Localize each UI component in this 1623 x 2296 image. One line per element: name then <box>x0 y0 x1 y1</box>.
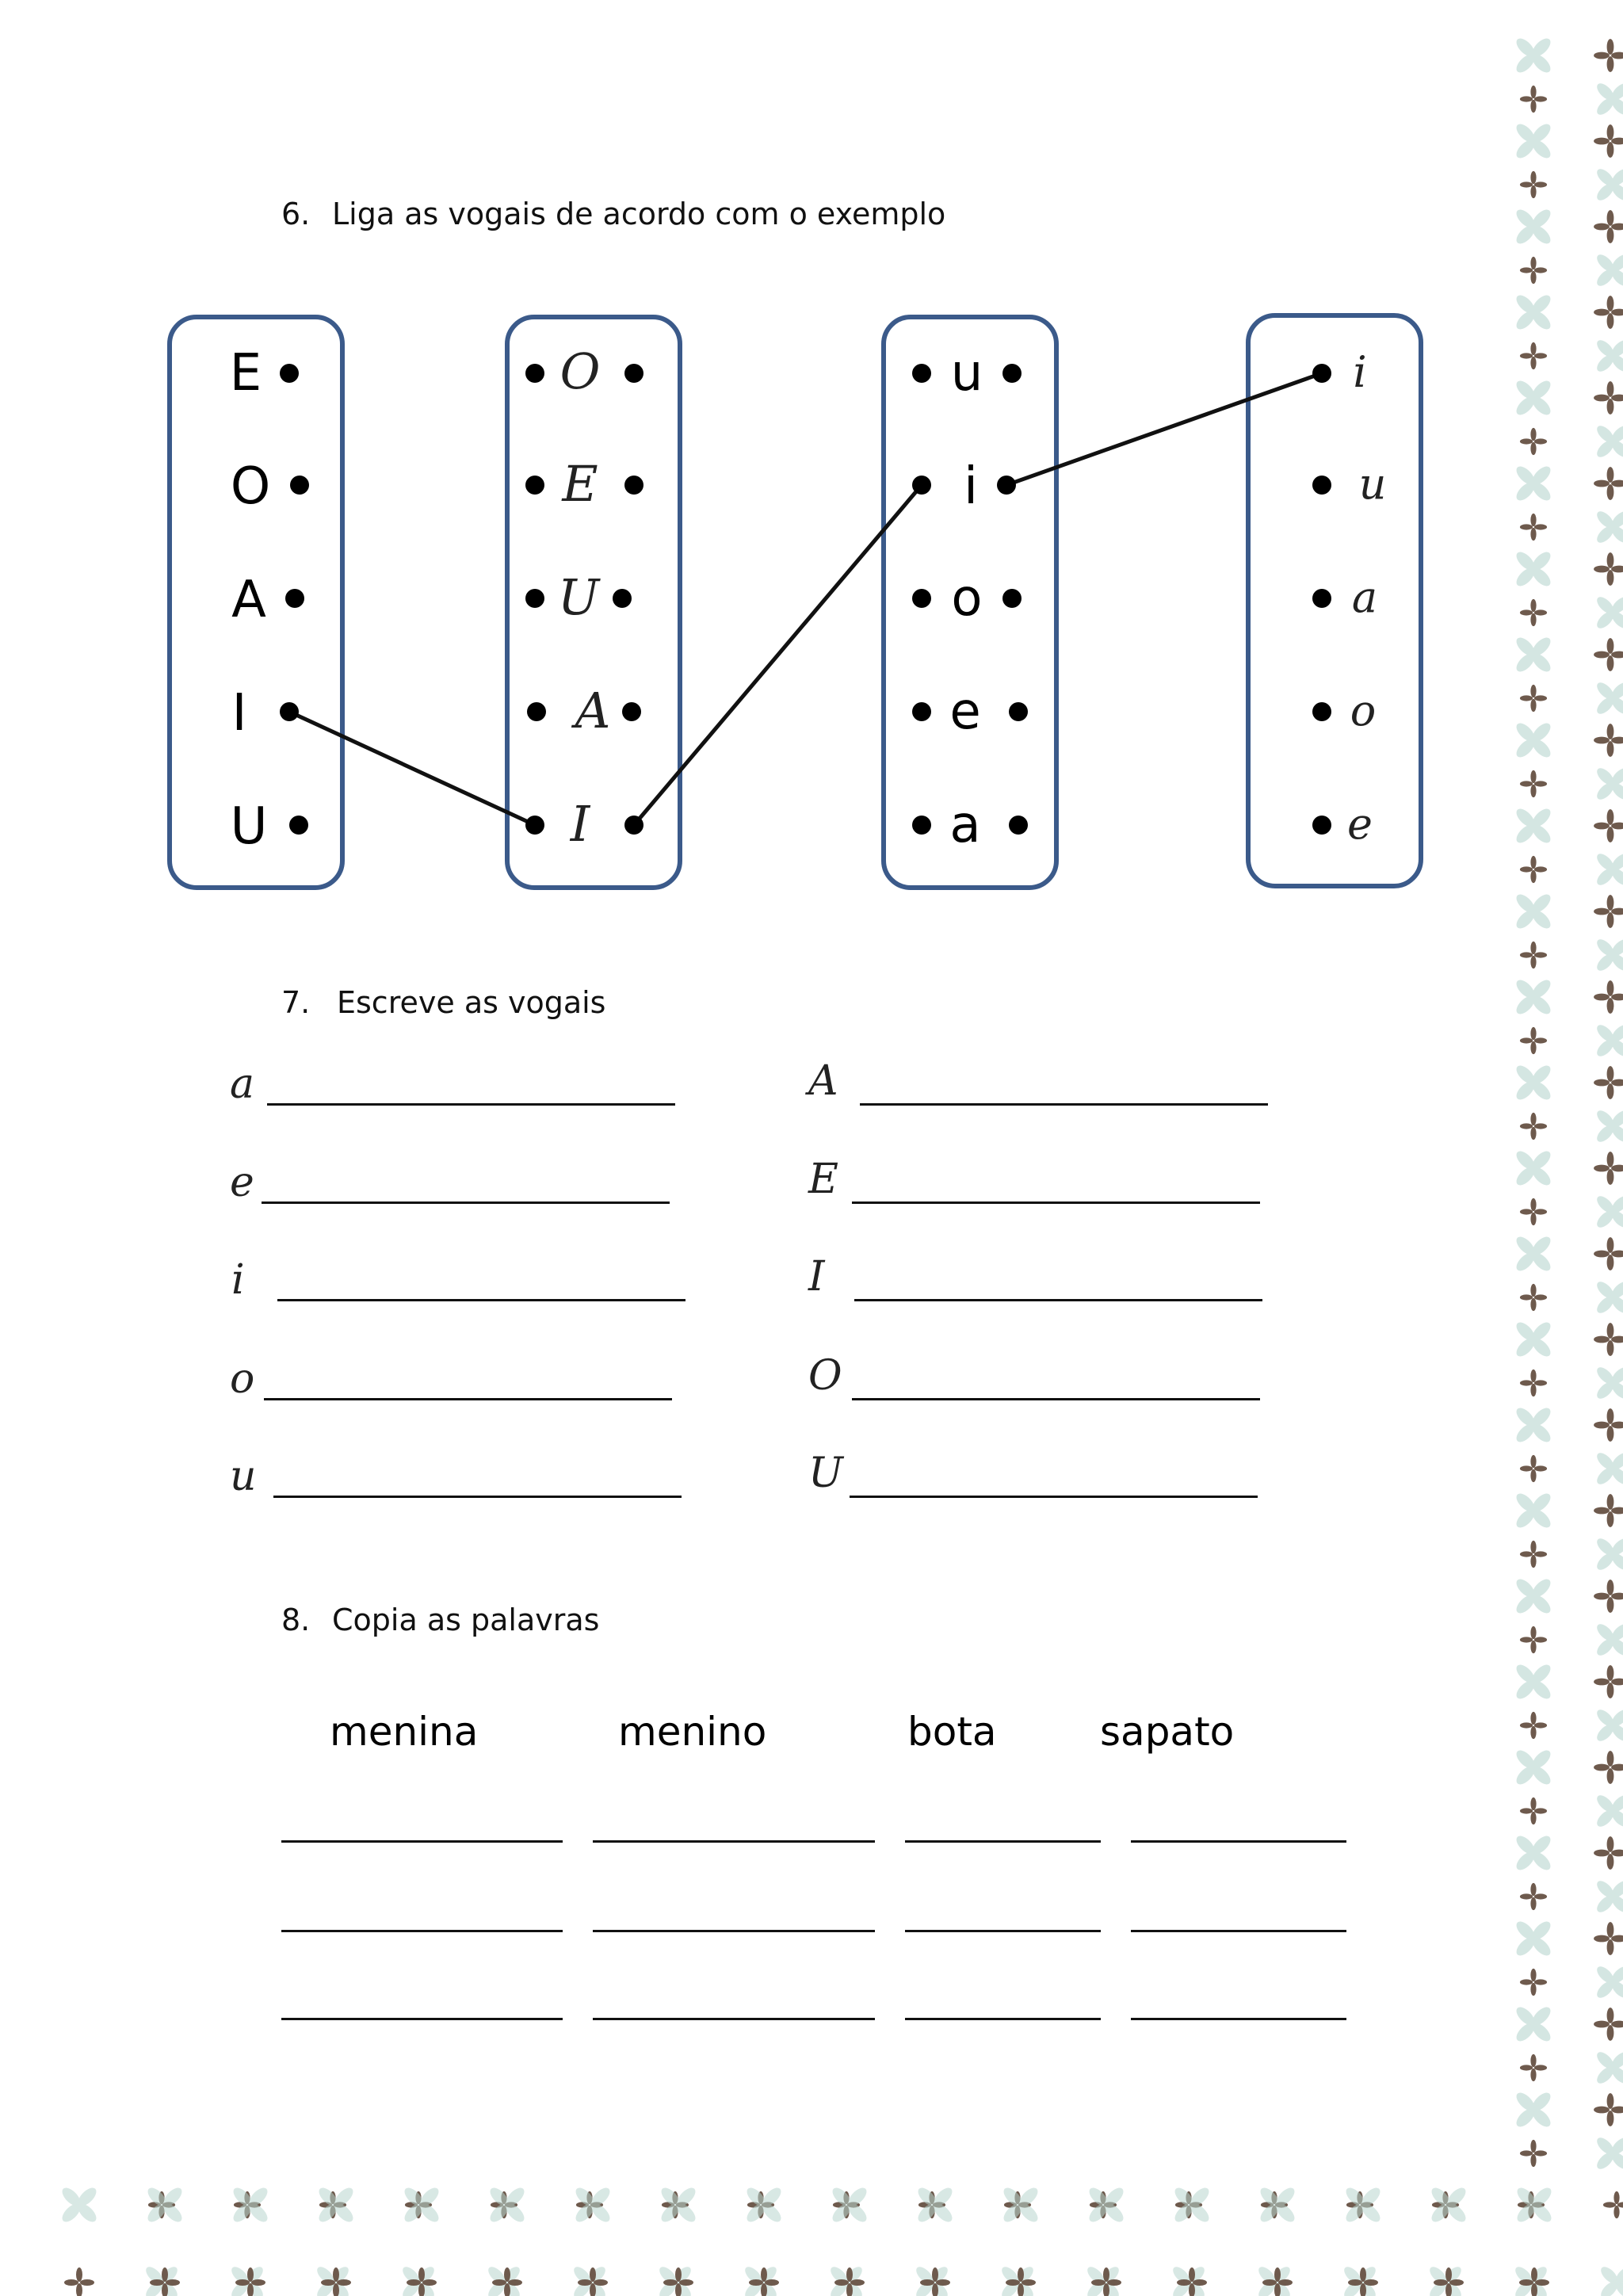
copy-word-2: menino <box>618 1709 767 1755</box>
write-letter-right-2: E <box>808 1156 838 1203</box>
col1-dot-4 <box>280 702 299 721</box>
col3-dot-left-4 <box>912 702 931 721</box>
write-line-right-3[interactable] <box>854 1299 1262 1301</box>
col3-dot-right-3 <box>1002 589 1022 608</box>
example-link-line-1 <box>289 712 535 825</box>
col3-dot-left-2 <box>912 476 931 495</box>
exercise-8-number: 8. <box>281 1603 311 1637</box>
copy-line-r3-c3[interactable] <box>905 2018 1101 2020</box>
example-link-line-3 <box>1006 373 1322 485</box>
col3-dot-left-5 <box>912 816 931 835</box>
col2-letter-1: O <box>559 342 601 400</box>
copy-line-r3-c4[interactable] <box>1131 2018 1346 2020</box>
col1-dot-1 <box>280 364 299 383</box>
write-line-left-3[interactable] <box>277 1299 685 1301</box>
copy-line-r2-c2[interactable] <box>593 1930 875 1932</box>
col3-letter-3: o <box>951 569 983 628</box>
col4-letter-5: e <box>1347 799 1373 849</box>
col2-dot-left-5 <box>525 816 544 835</box>
copy-line-r1-c1[interactable] <box>281 1840 563 1843</box>
col1-letter-1: E <box>229 344 262 403</box>
copy-line-r2-c1[interactable] <box>281 1930 563 1932</box>
col2-dot-right-1 <box>624 364 643 383</box>
col3-letter-2: i <box>964 457 978 516</box>
col2-letter-3: U <box>557 568 600 626</box>
col3-dot-right-5 <box>1009 816 1028 835</box>
copy-line-r1-c4[interactable] <box>1131 1840 1346 1843</box>
col2-dot-left-1 <box>525 364 544 383</box>
write-line-right-1[interactable] <box>860 1103 1268 1106</box>
write-line-right-4[interactable] <box>852 1398 1260 1400</box>
col3-dot-right-2 <box>997 476 1016 495</box>
exercise-7-number: 7. <box>281 985 311 1020</box>
col2-dot-left-2 <box>525 476 544 495</box>
exercise-6-number: 6. <box>281 197 311 231</box>
col3-letter-1: u <box>950 344 983 403</box>
col1-letter-5: U <box>230 797 268 856</box>
copy-line-r3-c1[interactable] <box>281 2018 563 2020</box>
col1-letter-4: I <box>231 684 247 743</box>
write-letter-right-3: I <box>808 1253 825 1301</box>
col3-dot-right-1 <box>1002 364 1022 383</box>
col4-letter-3: a <box>1351 572 1378 622</box>
col2-letter-2: E <box>562 455 598 513</box>
col2-letter-4: A <box>575 682 611 739</box>
col1-dot-3 <box>285 589 304 608</box>
copy-word-1: menina <box>330 1709 479 1755</box>
col2-dot-right-3 <box>613 589 632 608</box>
col4-letter-2: u <box>1358 459 1387 509</box>
write-letter-left-1: a <box>230 1060 255 1108</box>
write-letter-left-4: o <box>230 1355 255 1403</box>
col4-dot-4 <box>1312 702 1331 721</box>
exercise-7-heading <box>281 985 605 1020</box>
col3-letter-5: a <box>949 796 981 854</box>
write-line-right-5[interactable] <box>850 1496 1258 1498</box>
write-line-right-2[interactable] <box>852 1201 1260 1204</box>
exercise-7-instruction: Escreve as vogais <box>337 985 606 1020</box>
copy-word-4: sapato <box>1100 1709 1235 1755</box>
col3-dot-left-3 <box>912 589 931 608</box>
write-letter-right-4: O <box>808 1352 842 1400</box>
col3-dot-right-4 <box>1009 702 1028 721</box>
exercise-8-heading <box>281 1603 599 1637</box>
col1-dot-2 <box>290 476 309 495</box>
copy-line-r2-c3[interactable] <box>905 1930 1101 1932</box>
col3-letter-4: e <box>949 682 981 741</box>
write-line-left-1[interactable] <box>267 1103 675 1106</box>
copy-line-r2-c4[interactable] <box>1131 1930 1346 1932</box>
col1-letter-3: A <box>231 571 266 629</box>
exercise-8-instruction: Copia as palavras <box>332 1603 600 1637</box>
copy-word-3: bota <box>907 1709 997 1755</box>
col4-dot-5 <box>1312 816 1331 835</box>
col4-letter-4: o <box>1350 686 1377 735</box>
col4-dot-2 <box>1312 476 1331 495</box>
col3-dot-left-1 <box>912 364 931 383</box>
copy-line-r1-c3[interactable] <box>905 1840 1101 1843</box>
write-line-left-4[interactable] <box>264 1398 672 1400</box>
col2-dot-right-2 <box>624 476 643 495</box>
col1-letter-2: O <box>230 457 271 516</box>
write-letter-left-2: e <box>230 1159 254 1206</box>
exercise-6-instruction: Liga as vogais de acordo com o exemplo <box>332 197 946 231</box>
col4-dot-1 <box>1312 364 1331 383</box>
col2-dot-right-4 <box>622 702 641 721</box>
col4-dot-3 <box>1312 589 1331 608</box>
write-letter-left-5: u <box>230 1453 257 1500</box>
write-line-left-5[interactable] <box>273 1496 682 1498</box>
col4-letter-1: i <box>1353 347 1367 397</box>
col1-dot-5 <box>289 816 308 835</box>
column-box-4 <box>1248 315 1421 886</box>
write-letter-right-5: U <box>808 1450 843 1497</box>
col2-dot-right-5 <box>624 816 643 835</box>
example-link-line-2 <box>634 485 922 825</box>
write-letter-right-1: A <box>808 1057 838 1105</box>
col2-letter-5: I <box>570 795 590 853</box>
col2-dot-left-3 <box>525 589 544 608</box>
copy-line-r1-c2[interactable] <box>593 1840 875 1843</box>
write-line-left-2[interactable] <box>262 1201 670 1204</box>
copy-line-r3-c2[interactable] <box>593 2018 875 2020</box>
write-letter-left-3: i <box>231 1256 245 1304</box>
col2-dot-left-4 <box>527 702 546 721</box>
